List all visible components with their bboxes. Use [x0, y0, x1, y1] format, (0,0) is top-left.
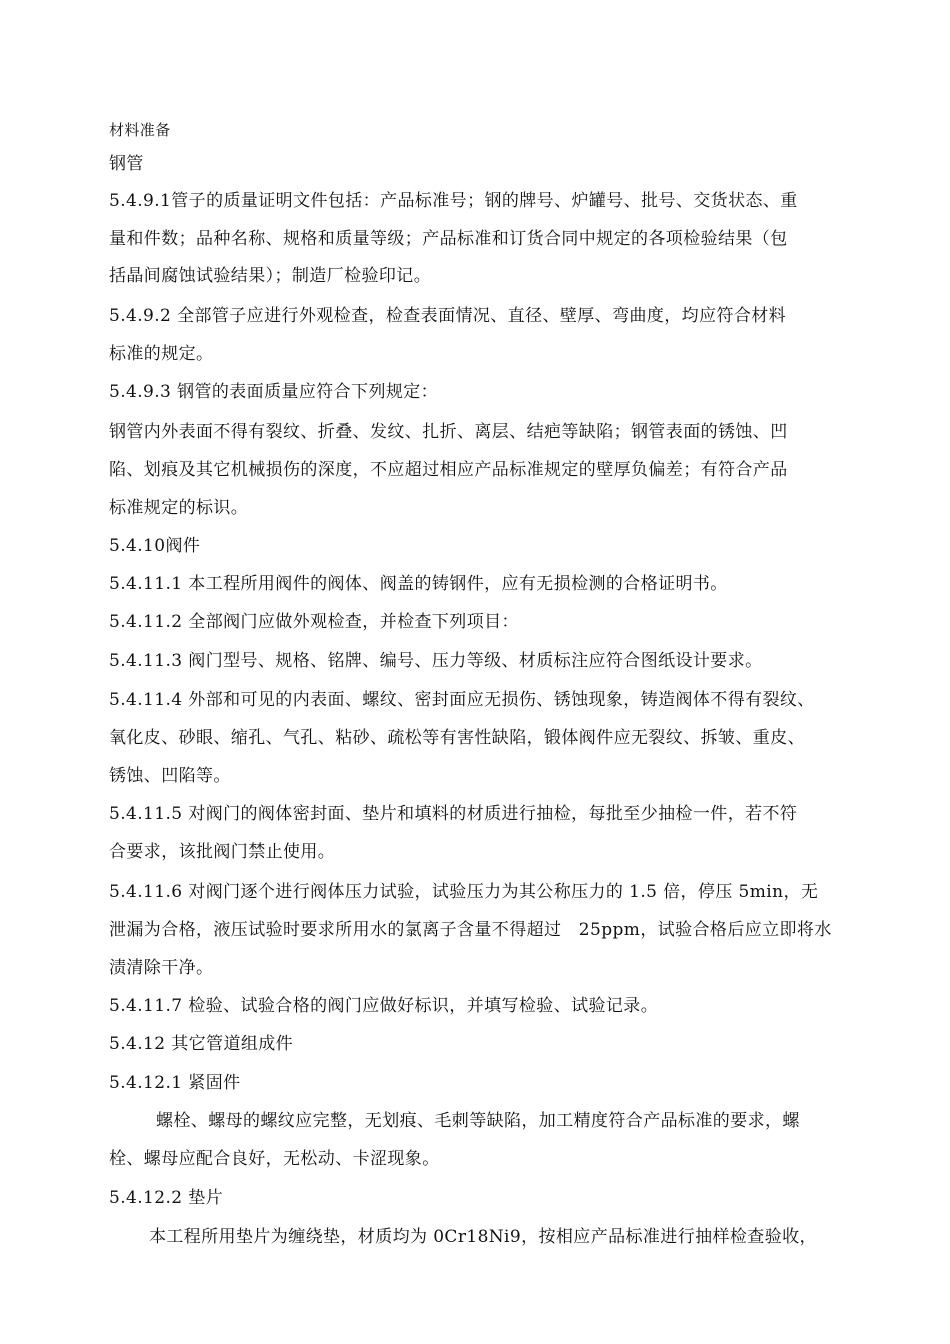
paragraph-line: 本工程所用垫片为缠绕垫，材质均为 0Cr18Ni9，按相应产品标准进行抽样检查验收，: [149, 1227, 817, 1247]
paragraph-line: 渍清除干净。: [109, 958, 214, 978]
paragraph-line: 5.4.11.5 对阀门的阀体密封面、垫片和填料的材质进行抽检，每批至少抽检一件，若不符: [109, 804, 798, 824]
paragraph-line: 氧化皮、砂眼、缩孔、气孔、粘砂、疏松等有害性缺陷，锻体阀件应无裂纹、拆皱、重皮、: [109, 728, 805, 748]
paragraph-line: 标准规定的标识。: [109, 498, 249, 518]
paragraph-line: 5.4.11.2 全部阀门应做外观检查，并检查下列项目：: [109, 612, 519, 632]
paragraph-line: 5.4.11.3 阀门型号、规格、铭牌、编号、压力等级、材质标注应符合图纸设计要求。: [109, 651, 763, 671]
paragraph-line: 锈蚀、凹陷等。: [109, 766, 231, 786]
section-heading-steel-pipe: 钢管: [109, 154, 144, 174]
paragraph-line: 5.4.9.3 钢管的表面质量应符合下列规定：: [109, 382, 439, 402]
paragraph-line: 栓、螺母应配合良好，无松动、卡涩现象。: [109, 1149, 440, 1169]
paragraph-line: 螺栓、螺母的螺纹应完整，无划痕、毛刺等缺陷，加工精度符合产品标准的要求，螺: [156, 1111, 800, 1131]
paragraph-line: 陷、划痕及其它机械损伤的深度，不应超过相应产品标准规定的壁厚负偏差；有符合产品: [109, 460, 788, 480]
paragraph-line: 括晶间腐蚀试验结果）；制造厂检验印记。: [109, 266, 432, 286]
paragraph-line: 5.4.11.7 检验、试验合格的阀门应做好标识，并填写检验、试验记录。: [109, 996, 659, 1016]
section-heading-material-prep: 材料准备: [109, 121, 171, 139]
paragraph-line: 5.4.11.1 本工程所用阀件的阀体、阀盖的铸钢件，应有无损检测的合格证明书。: [109, 574, 728, 594]
paragraph-line: 量和件数；品种名称、规格和质量等级；产品标准和订货合同中规定的各项检验结果（包: [109, 229, 788, 249]
section-heading-gaskets: 5.4.12.2 垫片: [109, 1188, 224, 1208]
paragraph-line: 5.4.11.6 对阀门逐个进行阀体压力试验，试验压力为其公称压力的 1.5 倍，停压 5min，无: [109, 882, 819, 902]
paragraph-line: 标准的规定。: [109, 344, 214, 364]
paragraph-line: 5.4.11.4 外部和可见的内表面、螺纹、密封面应无损伤、锈蚀现象，铸造阀体不得有裂纹、: [109, 690, 815, 710]
paragraph-line: 泄漏为合格，液压试验时要求所用水的氯离子含量不得超过 25ppm，试验合格后应立即将水: [109, 920, 832, 940]
paragraph-line: 5.4.9.1管子的质量证明文件包括：产品标准号；钢的牌号、炉罐号、批号、交货状态、重: [109, 191, 798, 211]
section-heading-valves: 5.4.10阀件: [109, 536, 201, 556]
paragraph-line: 钢管内外表面不得有裂纹、折叠、发纹、扎折、离层、结疤等缺陷；钢管表面的锈蚀、凹: [109, 422, 788, 442]
paragraph-line: 5.4.9.2 全部管子应进行外观检查，检查表面情况、直径、壁厚、弯曲度，均应符合材料: [109, 306, 787, 326]
paragraph-line: 合要求，该批阀门禁止使用。: [109, 842, 336, 862]
section-heading-other-components: 5.4.12 其它管道组成件: [109, 1034, 294, 1054]
section-heading-fasteners: 5.4.12.1 紧固件: [109, 1073, 241, 1093]
